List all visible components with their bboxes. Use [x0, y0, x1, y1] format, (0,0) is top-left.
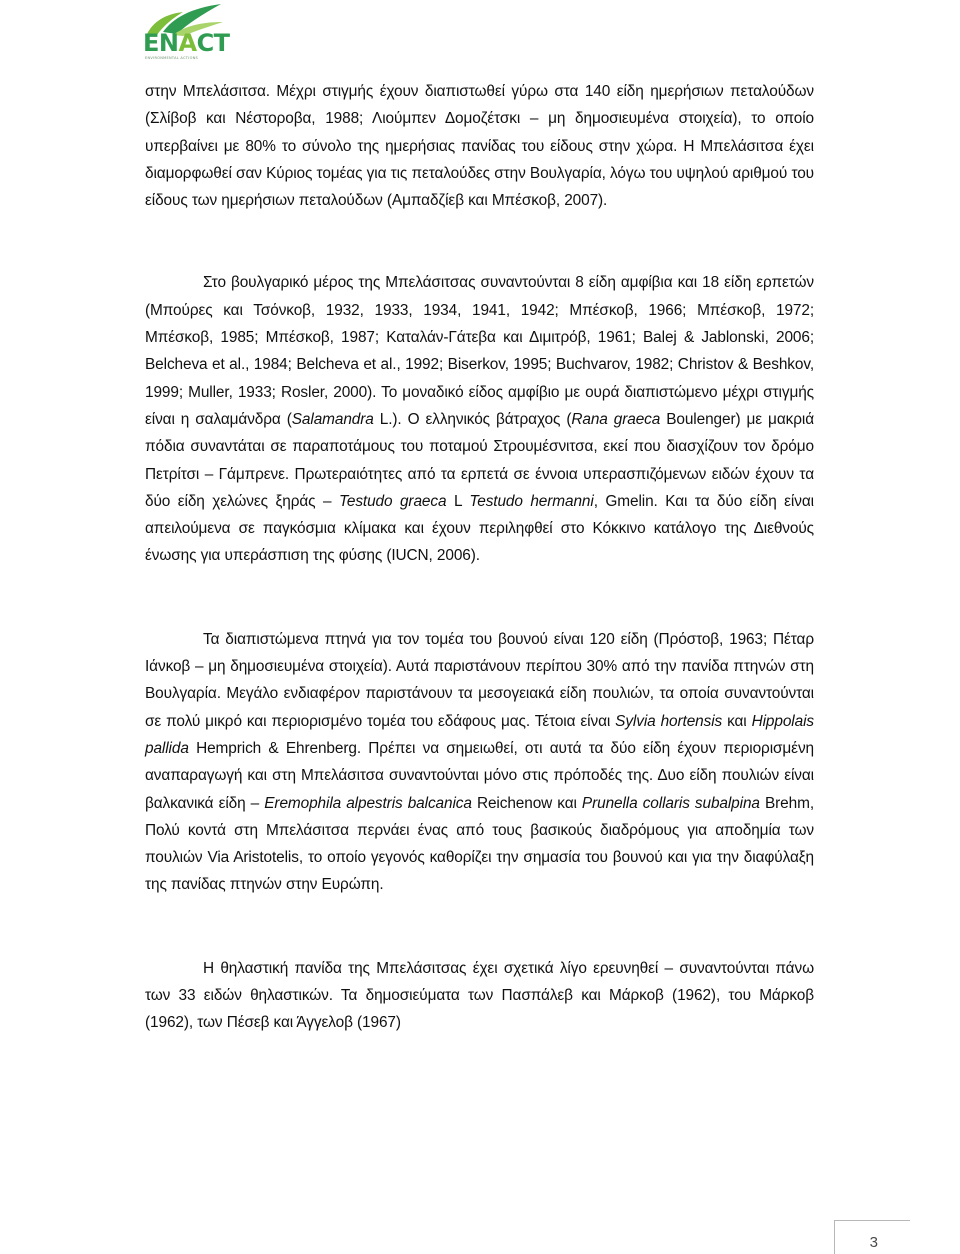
logo-tagline: ENVIRONMENTAL ACTIONS	[145, 56, 199, 60]
italic-text-run: Sylvia hortensis	[615, 712, 723, 730]
paragraph-gap	[145, 570, 814, 626]
italic-text-run: Hippolais pallida	[145, 712, 814, 757]
text-run: Hemprich & Ehrenberg. Πρέπει να σημειωθεί, οτι αυτά τα δύο είδη έχουν περιορισμένη αναπαραγωγή και στη Μπελάσιτσα συναντούνται μόνο στις πρόποδές της. Δυο είδη πουλιών είναι βαλκανικά είδη –	[145, 739, 814, 812]
italic-text-run: Testudo hermanni	[469, 492, 594, 510]
paragraph-mammals	[145, 955, 814, 1037]
text-run: Brehm, Πολύ κοντά στη Μπελάσιτσα περνάει ένας από τους βασικούς διαδρόμους για αποδημία των πουλιών Via Aristotelis, το οποίο γεγονός καθορίζει την σημασία του βουνού και για την διαφύλαξη της πανίδας πτηνών στην Ευρώπη.	[145, 794, 814, 894]
italic-text-run: Testudo graeca	[338, 492, 447, 510]
text-run: Τα διαπιστώμενα πτηνά για τον τομέα του βουνού είναι 120 είδη (Πρόστοβ, 1963; Πέταρ Ιάνκοβ – μη δημοσιευμένα στοιχεία). Αυτά παριστάνουν περίπου 30% από την πανίδα πτηνών στη Βουλγαρία. Μεγάλο ενδιαφέρον παριστάνουν τα μεσογειακά είδη πουλιών, τα οποία συναντούνται σε πολύ μικρό και περιορισμένο τομέα του εδάφους μας. Τέτοια είναι	[145, 630, 814, 730]
logo-wordmark	[143, 31, 230, 55]
paragraph-butterflies	[145, 78, 814, 214]
text-run: Η θηλαστική πανίδα της Μπελάσιτσας έχει σχετικά λίγο ερευνηθεί – συναντούνται πάνω των 33 ειδών θηλαστικών. Τα δημοσιεύματα των Πασπάλεβ και Μάρκοβ (1962), του Μάρκοβ (1962), των Πέσεβ και Άγγελοβ (1967)	[145, 959, 814, 1032]
italic-text-run: Salamandra	[291, 410, 374, 428]
document-body	[145, 78, 814, 1037]
italic-text-run: Eremophila alpestris balcanica	[264, 794, 472, 812]
paragraph-birds	[145, 626, 814, 899]
enact-logo	[143, 2, 230, 62]
text-run: , Gmelin. Και τα δύο είδη είναι απειλούμενα σε παγκόσμια κλίμακα και έχουν περιληφθεί στο Κόκκινο κατάλογο της Διεθνούς ένωσης για υπεράσπιση της φύσης (IUCN, 2006).	[145, 492, 814, 565]
text-run: Reichenow και	[471, 794, 582, 812]
page-number: 3	[869, 1234, 878, 1251]
text-run: Boulenger) με μακριά πόδια συναντάται σε παραποτάμους του ποταμού Στρουμέσνιτσα, εκεί που διασχίζουν τον δρόμο Πετρίτσι – Γάμπρενε. Πρωτεραιότητες από τα ερπετά σε έννοια υπερασπιζόμενων ειδών έχουν τα δύο είδη χελώνες ξηράς –	[145, 410, 814, 510]
paragraph-amphibians-reptiles	[145, 269, 814, 569]
italic-text-run: Prunella collaris subalpina	[581, 794, 760, 812]
logo-text-end: CT	[196, 29, 230, 57]
text-run: και	[722, 712, 752, 730]
paragraph-gap	[145, 214, 814, 269]
italic-text-run: Rana graeca	[571, 410, 661, 428]
text-run: Στο βουλγαρικό μέρος της Μπελάσιτσας συναντούνται 8 είδη αμφίβια και 18 είδη ερπετών (Μπούρες και Τσόνκοβ, 1932, 1933, 1934, 1941, 1942; Μπέσκοβ, 1966; Μπέσκοβ, 1972; Μπέσκοβ, 1985; Μπέσκοβ, 1987; Καταλάν-Γάτεβα και Διμιτρόβ, 1961; Balej & Jablonski, 2006; Belcheva et al., 1984; Belcheva et al., 1992; Biserkov, 1995; Buchvarov, 1982; Christov & Beshkov, 1999; Muller, 1933; Rosler, 2000). Το μοναδικό είδος αμφίβιο με ουρά διαπιστώμενο μέχρι στιγμής είναι η σαλαμάνδρα (	[145, 274, 814, 428]
paragraph-gap	[145, 899, 814, 955]
text-run: L	[446, 492, 470, 510]
page-number-box	[834, 1220, 910, 1254]
text-run: στην Μπελάσιτσα. Μέχρι στιγμής έχουν διαπιστωθεί γύρω στα 140 είδη ημερήσιων πεταλούδων (Σλίβοβ και Νέστοροβα, 1988; Λιούμπεν Δομοζέτσκι – μη δημοσιευμένα στοιχεία), το οποίο υπερβαίνει με 80% το σύνολο της ημερήσιας πανίδας του είδους στην χώρα. Η Μπελάσιτσα έχει διαμορφωθεί σαν Κύριος τομέας για τις πεταλούδες στην Βουλγαρία, λόγω του υψηλού αριθμού του είδους των ημερήσιων πεταλούδων (Αμπαδζίεβ και Μπέσκοβ, 2007).	[145, 83, 814, 210]
text-run: L.). Ο ελληνικός βάτραχος (	[373, 410, 572, 428]
logo-text-main: EN	[143, 29, 179, 57]
logo-text-accent: A	[178, 29, 197, 57]
